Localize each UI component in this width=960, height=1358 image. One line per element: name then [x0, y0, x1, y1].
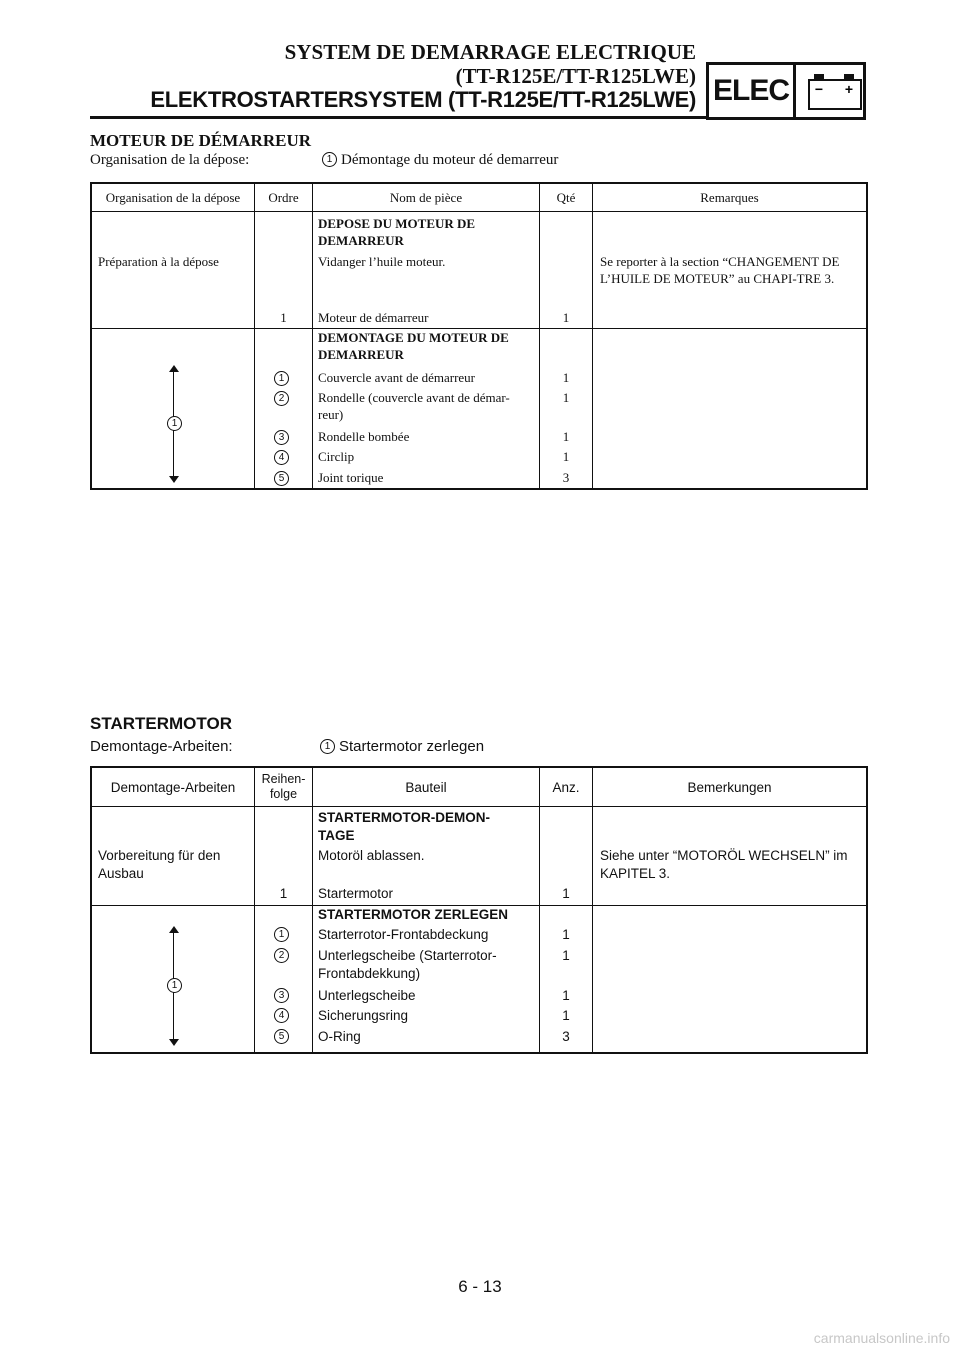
title-de: ELEKTROSTARTERSYSTEM (TT-R125E/TT-R125LWE) — [150, 87, 696, 112]
table-de-section1 — [92, 807, 866, 905]
circled-number-icon: 1 — [274, 371, 289, 386]
table-de — [90, 766, 868, 1054]
subtitle-de-label: Demontage-Arbeiten: — [90, 738, 233, 755]
order-cell — [255, 369, 312, 387]
subtitle-fr-value-wrap — [322, 152, 558, 169]
qty-cell: 1 — [562, 1008, 570, 1023]
order-cell — [255, 428, 312, 446]
order-cell — [255, 987, 312, 1005]
job-cell: Préparation à la dépose — [98, 254, 219, 269]
circled-number-icon: 1 — [167, 978, 182, 993]
group-title: STARTERMOTOR-DEMON-TAGE — [318, 810, 490, 843]
group-title: DEPOSE DU MOTEUR DE DEMARREUR — [318, 216, 476, 248]
title-fr-line1: SYSTEM DE DEMARRAGE ELECTRIQUE — [284, 40, 696, 64]
part-cell: Motoröl ablassen. — [318, 848, 425, 863]
section-heading-fr: MOTEUR DE DÉMARREUR — [90, 131, 311, 150]
col-header-order: Reihen-folge — [261, 772, 306, 801]
page-number: 6 - 13 — [458, 1277, 502, 1296]
header-rule — [90, 116, 706, 119]
order-cell — [255, 926, 312, 944]
circled-number-icon: 4 — [274, 1008, 289, 1023]
subtitle-fr-value: Démontage du moteur dé demarreur — [341, 152, 559, 168]
order-cell: 1 — [280, 310, 287, 325]
qty-cell: 1 — [562, 370, 570, 385]
order-cell — [255, 389, 312, 407]
col-header-qty: Qté — [556, 189, 576, 205]
circled-number-icon: 5 — [274, 471, 289, 486]
circled-number-icon: 1 — [320, 739, 335, 754]
subtitle-de — [90, 738, 485, 755]
part-cell: Rondelle (couvercle avant de démar-reur) — [318, 390, 510, 422]
col-header-qty: Anz. — [552, 779, 580, 795]
part-cell: O-Ring — [318, 1029, 361, 1044]
watermark: carmanualsonline.info — [813, 1330, 950, 1346]
circled-number-icon: 2 — [274, 391, 289, 406]
qty-cell: 1 — [562, 310, 570, 325]
job-cell: Vorbereitung für den Ausbau — [98, 848, 221, 881]
part-cell: Couvercle avant de démarreur — [318, 370, 476, 385]
qty-cell: 1 — [562, 390, 570, 405]
part-cell: Unterlegscheibe (Starterrotor-Frontabdekkung) — [318, 948, 497, 981]
group-title: STARTERMOTOR ZERLEGEN — [318, 907, 509, 922]
table-fr-section1 — [92, 212, 866, 328]
col-header-part: Nom de pièce — [389, 189, 463, 205]
battery-icon — [806, 73, 864, 111]
part-cell: Moteur de démarreur — [318, 310, 429, 325]
subtitle-de-value: Startermotor zerlegen — [339, 738, 485, 755]
col-header-job: Organisation de la dépose — [105, 189, 241, 205]
circled-number-icon: 3 — [274, 430, 289, 445]
remarks-cell: Siehe unter “MOTORÖL WECHSELN” im KAPITEL 3. — [600, 848, 848, 881]
order-cell: 1 — [279, 886, 288, 901]
title-fr-line2: (TT-R125E/TT-R125LWE) — [455, 64, 696, 88]
part-cell: Unterlegscheibe — [318, 988, 416, 1003]
qty-cell: 1 — [562, 927, 570, 942]
order-cell — [255, 947, 312, 965]
order-cell — [255, 1028, 312, 1046]
circled-number-icon: 5 — [274, 1029, 289, 1044]
qty-cell: 3 — [562, 470, 570, 485]
subtitle-fr-label: Organisation de la dépose: — [90, 152, 250, 168]
part-cell: Circlip — [318, 449, 355, 464]
qty-cell: 1 — [562, 449, 570, 464]
subtitle-fr — [90, 152, 559, 169]
battery-minus: − — [814, 81, 824, 97]
circled-number-icon: 1 — [167, 416, 182, 431]
qty-cell: 1 — [562, 429, 570, 444]
col-header-job: Demontage-Arbeiten — [110, 779, 236, 795]
part-cell: Joint torique — [318, 470, 384, 485]
remarks-cell: Se reporter à la section “CHANGEMENT DE L’HUILE DE MOTEUR” au CHAPI-TRE 3. — [600, 254, 840, 286]
col-header-part: Bauteil — [405, 779, 447, 795]
part-cell: Vidanger l’huile moteur. — [318, 254, 446, 269]
elec-section-badge — [706, 62, 866, 120]
order-cell — [255, 448, 312, 466]
range-arrow-icon — [164, 926, 184, 1046]
col-header-remarks: Bemerkungen — [687, 779, 772, 795]
range-arrow-icon — [164, 365, 184, 483]
qty-cell: 3 — [562, 1029, 570, 1044]
circled-number-icon: 1 — [322, 152, 337, 167]
part-cell: Sicherungsring — [318, 1008, 409, 1023]
circled-number-icon: 3 — [274, 988, 289, 1003]
order-cell — [255, 1007, 312, 1025]
circled-number-icon: 1 — [274, 927, 289, 942]
qty-cell: 1 — [562, 988, 570, 1003]
table-fr — [90, 182, 868, 490]
order-cell — [255, 469, 312, 487]
group-title: DEMONTAGE DU MOTEUR DE DEMARREUR — [318, 330, 509, 362]
battery-plus: + — [844, 81, 854, 97]
qty-cell: 1 — [562, 948, 570, 963]
circled-number-icon: 4 — [274, 450, 289, 465]
table-de-header — [92, 768, 866, 807]
badge-divider — [793, 65, 796, 117]
col-header-remarks: Remarques — [700, 189, 759, 205]
col-header-order: Ordre — [268, 189, 299, 205]
part-cell: Rondelle bombée — [318, 429, 410, 444]
table-de-section2 — [92, 905, 866, 1052]
part-cell: Starterrotor-Frontabdeckung — [318, 927, 489, 942]
circled-number-icon: 2 — [274, 948, 289, 963]
subtitle-de-value-wrap — [320, 738, 484, 755]
qty-cell: 1 — [562, 886, 570, 901]
table-fr-section2 — [92, 328, 866, 488]
table-fr-header — [92, 184, 866, 212]
elec-label: ELEC — [712, 74, 789, 107]
part-cell: Startermotor — [318, 886, 394, 901]
section-heading-de: STARTERMOTOR — [90, 714, 232, 733]
